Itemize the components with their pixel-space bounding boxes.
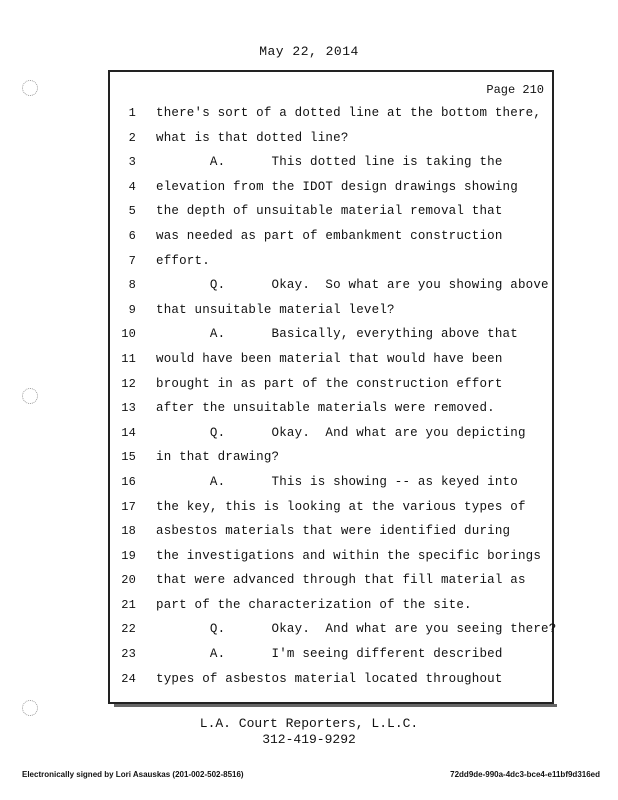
transcript-line <box>110 204 552 229</box>
line-number: 12 <box>121 376 136 391</box>
line-text: in that drawing? <box>156 450 280 465</box>
header-date: May 22, 2014 <box>259 44 359 59</box>
line-text: asbestos materials that were identified during <box>156 524 511 539</box>
transcript-line <box>110 131 552 156</box>
line-text: that unsuitable material level? <box>156 302 395 317</box>
line-number: 10 <box>121 327 136 342</box>
line-text: Q. Okay. So what are you showing above <box>156 278 549 293</box>
transcript-line <box>110 401 552 426</box>
line-number: 24 <box>121 671 136 686</box>
transcript-line <box>110 327 552 352</box>
line-number: 9 <box>128 302 136 317</box>
line-text: the depth of unsuitable material removal that <box>156 204 503 219</box>
line-text: A. This is showing -- as keyed into <box>156 474 518 489</box>
line-text: after the unsuitable materials were removed. <box>156 401 495 416</box>
transcript-line <box>110 672 552 697</box>
transcript-line <box>110 180 552 205</box>
line-number: 1 <box>128 106 136 120</box>
line-number: 18 <box>121 524 136 539</box>
line-text: brought in as part of the construction effort <box>156 376 503 391</box>
transcript-line <box>110 598 552 623</box>
line-number: 8 <box>128 278 136 293</box>
transcript-line <box>110 450 552 475</box>
line-number: 21 <box>121 597 136 612</box>
line-number: 6 <box>128 228 136 243</box>
line-number: 20 <box>121 573 136 588</box>
transcript-line <box>110 500 552 525</box>
line-text: Q. Okay. And what are you depicting <box>156 425 526 440</box>
punch-hole-bottom <box>22 700 38 716</box>
footer-company: L.A. Court Reporters, L.L.C. <box>199 716 419 731</box>
transcript-line <box>110 622 557 647</box>
signature-left: Electronically signed by Lori Asauskas (201-002-502-8516) <box>22 770 244 779</box>
transcript-line <box>110 426 552 451</box>
line-text: was needed as part of embankment construction <box>156 228 503 243</box>
line-number: 11 <box>121 351 136 366</box>
line-text: elevation from the IDOT design drawings showing <box>156 179 518 194</box>
line-number: 14 <box>121 425 136 440</box>
line-number: 22 <box>121 622 136 637</box>
footer-phone: 312-419-9292 <box>262 732 356 747</box>
line-number: 13 <box>121 401 136 416</box>
transcript-line <box>110 524 552 549</box>
transcript-line <box>110 106 552 131</box>
line-text: effort. <box>156 253 210 268</box>
line-text: part of the characterization of the site. <box>156 597 472 612</box>
line-number: 19 <box>121 548 136 563</box>
punch-hole-top <box>22 80 38 96</box>
line-number: 4 <box>128 179 136 194</box>
line-number: 16 <box>121 474 136 489</box>
transcript-line <box>110 229 552 254</box>
transcript-line <box>110 278 552 303</box>
line-text: A. I'm seeing different described <box>156 647 503 662</box>
line-text: types of asbestos material located throughout <box>156 671 503 686</box>
transcript-line <box>110 647 552 672</box>
line-number: 17 <box>121 499 136 514</box>
transcript-page <box>108 70 557 704</box>
line-text: would have been material that would have been <box>156 351 503 366</box>
transcript-line <box>110 303 552 328</box>
line-text: Q. Okay. And what are you seeing there? <box>156 622 557 637</box>
line-number: 2 <box>128 130 136 145</box>
line-text: A. This dotted line is taking the <box>156 155 503 170</box>
line-text: the investigations and within the specific borings <box>156 548 542 563</box>
transcript-line <box>110 155 552 180</box>
line-text: there's sort of a dotted line at the bottom there, <box>156 106 542 120</box>
transcript-line <box>110 549 552 574</box>
punch-hole-middle <box>22 388 38 404</box>
line-text: that were advanced through that fill material as <box>156 573 526 588</box>
transcript-line <box>110 352 552 377</box>
page-number: Page 210 <box>486 83 544 97</box>
line-number: 3 <box>128 155 136 170</box>
line-text: what is that dotted line? <box>156 130 349 145</box>
transcript-line <box>110 377 552 402</box>
transcript-line <box>110 573 552 598</box>
transcript-line <box>110 475 552 500</box>
line-text: A. Basically, everything above that <box>156 327 518 342</box>
line-number: 5 <box>128 204 136 219</box>
line-number: 7 <box>128 253 136 268</box>
line-text: the key, this is looking at the various types of <box>156 499 526 514</box>
signature-right: 72dd9de-990a-4dc3-bce4-e11bf9d316ed <box>450 770 600 779</box>
line-number: 23 <box>121 647 136 662</box>
line-number: 15 <box>121 450 136 465</box>
transcript-lines <box>110 106 557 696</box>
page-shadow <box>114 704 557 707</box>
transcript-line <box>110 254 552 279</box>
